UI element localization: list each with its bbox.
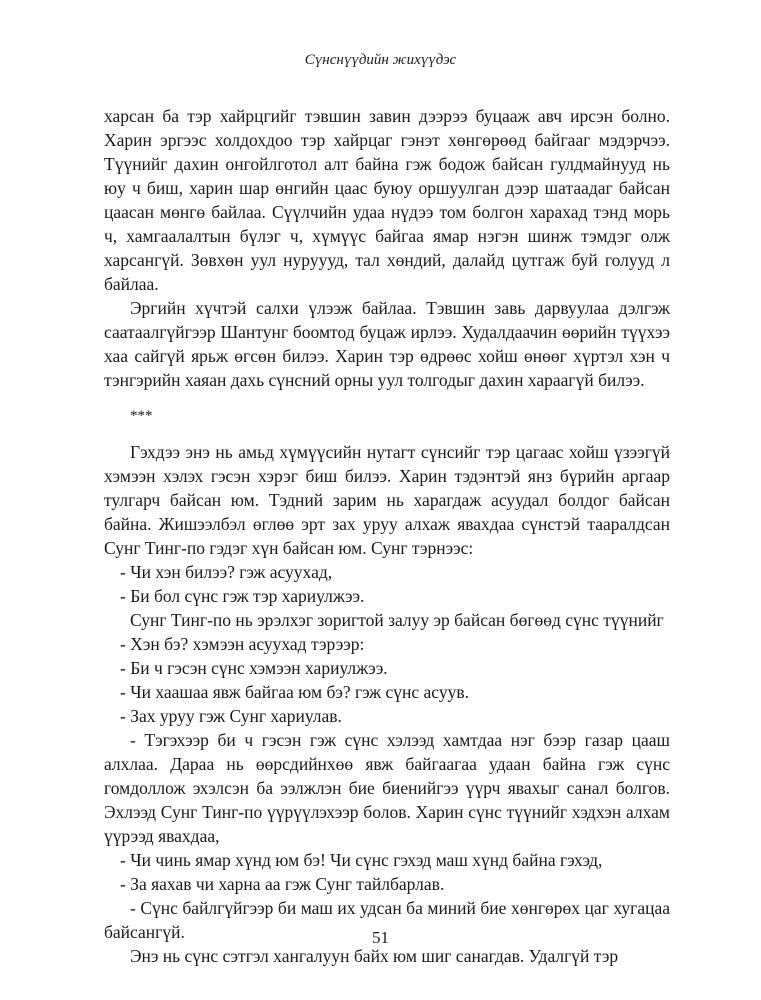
dialogue-line: - За яахав чи харна аа гэж Сунг тайлбарлав. (120, 874, 445, 894)
dialogue-line: - Чи хаашаа явж байгаа юм бэ? гэж сүнс асуув. (120, 682, 469, 702)
dialogue-paragraph: - Сүнс байлгүйгээр би маш их удсан ба миний бие хөнгөрөх цаг хугацаа байсангүй. (104, 898, 670, 942)
paragraph: харсан ба тэр хайрцгийг тэвшин завин дээрээ буцааж авч ирсэн болно. Харин эргээс холдохдоо тэр хайрцаг гэнэт хөнгөрөөд байгааг мэдэрчээ. Түүнийг дахин онгойлготол алт байна гэж бодож байсан гулдмайнууд нь юу ч биш, харин шар өнгийн цаас буюу оршуулган дээр шатаадаг байсан цаасан мөнгө байлаа. Сүүлчийн удаа нүдээ том болгон харахад тэнд морь ч, хамгаалалтын бүлэг ч, хүмүүс байгаа ямар нэгэн шинж тэмдэг олж харсангүй. Зөвхөн уул нуруууд, тал хөндий, далайд цутгаж буй голууд л байлаа. (104, 106, 670, 294)
paragraph: Эргийн хүчтэй салхи үлээж байлаа. Тэвшин завь дарвуулаа дэлгэж саатаалгүйгээр Шантунг боомтод буцаж ирлээ. Худалдаачин өөрийн түүхээ хаа сайгүй ярьж өгсөн билээ. Харин тэр өдрөөс хойш өнөөг хүртэл хэн ч тэнгэрийн хаяан дахь сүнсний орны уул толгодыг дахин хараагүй билээ. (104, 298, 670, 390)
page-number: 51 (372, 928, 389, 947)
body-text (104, 104, 670, 968)
dialogue-line: - Би бол сүнс гэж тэр хариулжээ. (120, 586, 365, 606)
dialogue-line: - Зах уруу гэж Сунг хариулав. (120, 706, 342, 726)
section-separator: *** (130, 408, 153, 424)
paragraph: Сунг Тинг-по нь эрэлхэг зоригтой залуу эр байсан бөгөөд сүнс түүнийг (130, 610, 664, 630)
dialogue-paragraph: - Тэгэхээр би ч гэсэн гэж сүнс хэлээд хамтдаа нэг бээр газар цааш алхлаа. Дараа нь өөрсдийнхөө явж байгаагаа удаан байна гэж сүнс гомдоллож эхэлсэн ба ээлжлэн бие биенийгээ үүрч явахыг санал болгов. Эхлээд Сунг Тинг-по үүрүүлэхээр болов. Харин сүнс түүнийг хэдхэн алхам үүрээд явахдаа, (104, 730, 670, 846)
dialogue-line: - Чи хэн билээ? гэж асуухад, (120, 562, 333, 582)
dialogue-line: - Би ч гэсэн сүнс хэмээн хариулжээ. (120, 658, 388, 678)
dialogue-line: - Хэн бэ? хэмээн асуухад тэрээр: (120, 634, 365, 654)
dialogue-line: - Чи чинь ямар хүнд юм бэ! Чи сүнс гэхэд маш хүнд байна гэхэд, (120, 850, 603, 870)
paragraph: Гэхдээ энэ нь амьд хүмүүсийн нутагт сүнсийг тэр цагаас хойш үзээгүй хэмээн хэлэх гэсэн хэрэг биш билээ. Харин тэдэнтэй янз бүрийн аргаар тулгарч байсан юм. Тэдний зарим нь харагдаж асуудал болдог байсан байна. Жишээлбэл өглөө эрт зах уруу алхаж явахдаа сүнстэй таарaлдсан Сунг Тинг-по гэдэг хүн байсан юм. Сунг тэрнээс: (104, 442, 670, 558)
paragraph: Энэ нь сүнс сэтгэл хангалуун байх юм шиг санагдав. Удалгүй тэр (130, 946, 619, 966)
running-header: Сүнснүүдийн жихүүдэс (304, 52, 457, 68)
